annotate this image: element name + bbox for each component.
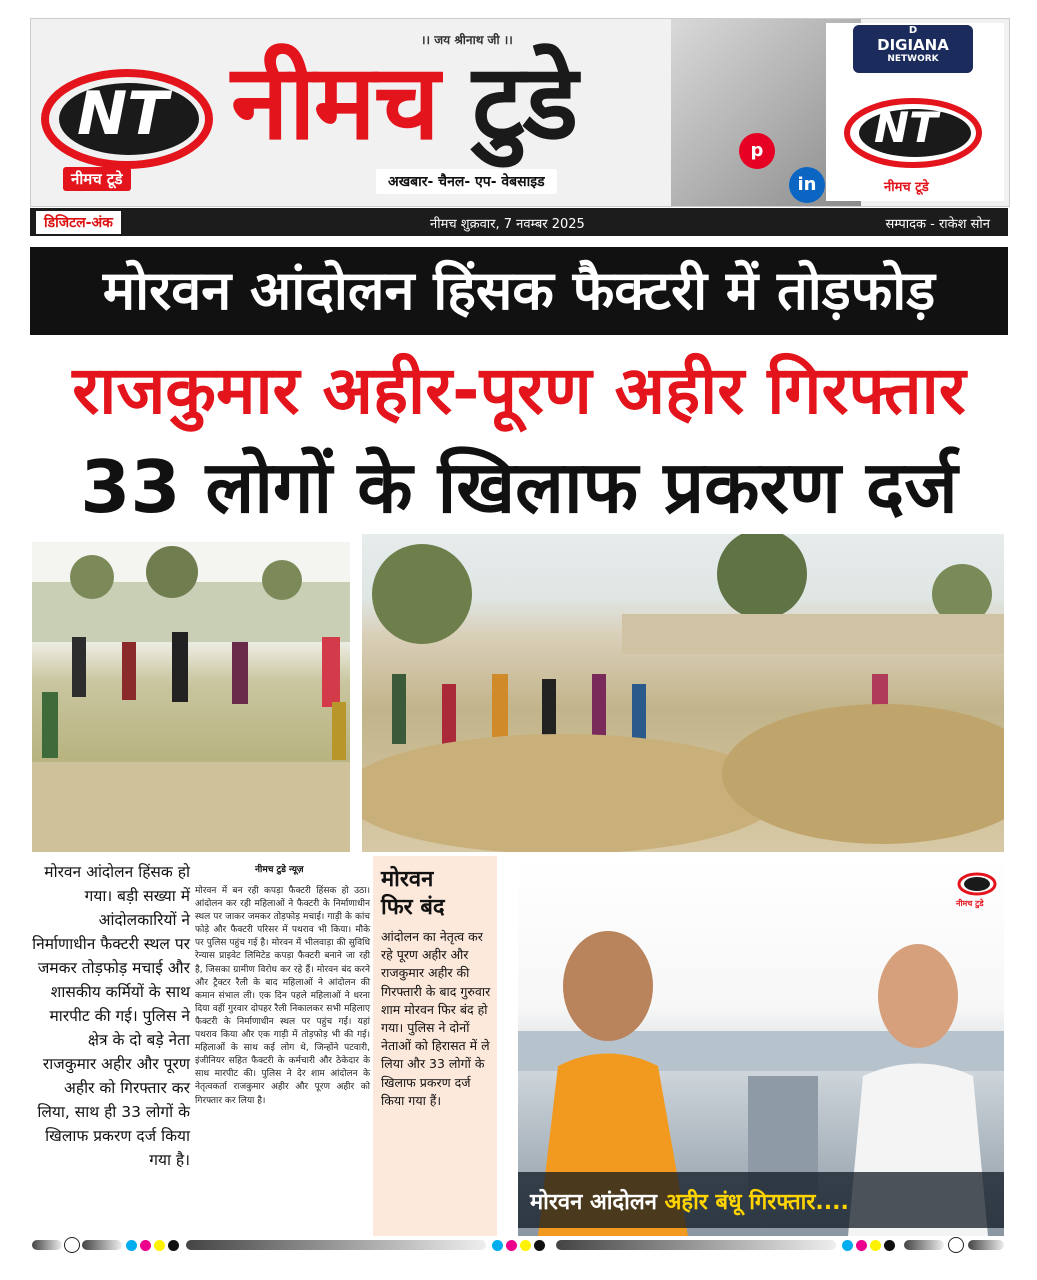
print-bar: [186, 1240, 486, 1250]
brand-logo-small: [956, 870, 998, 910]
logo-subtitle-small: नीमच टुडे: [956, 899, 984, 908]
magenta-dot: [856, 1240, 867, 1251]
blessing-text: ।। जय श्रीनाथ जी ।।: [421, 33, 513, 47]
side-box-title: [381, 866, 445, 922]
protest-photo-left: [32, 542, 350, 852]
photo-caption-part1: मोरवन आंदोलन: [530, 1190, 665, 1215]
print-bar: [556, 1240, 836, 1250]
yellow-dot: [870, 1240, 881, 1251]
side-news-box: [373, 856, 497, 1236]
tagline: अखबार- चैनल- एप- वेबसाइड: [376, 169, 557, 194]
photo-caption-bar: [518, 1172, 1004, 1228]
black-dot: [168, 1240, 179, 1251]
yellow-dot: [154, 1240, 165, 1251]
cyan-dot: [492, 1240, 503, 1251]
photo-caption: [530, 1186, 849, 1216]
info-bar: [30, 208, 1008, 236]
registration-mark-icon: [948, 1237, 964, 1253]
editor-credit: सम्पादक - राकेश सोन: [885, 217, 990, 232]
article-body-column: मोरवन में बन रही कपड़ा फैक्टरी हिंसक हो उठा। आंदोलन कर रही महिलाओं ने फैक्टरी के निर्माणाधीन स्थल पर जाकर जमकर तोड़फोड़ मचाई। गाड़ी के कांच फोड़े और फैक्टरी परिसर में पथराव भी किया। मौके पर पुलिस पहुंच गई है। मोरवन में भीलवाड़ा की सुविधि रेन्यास प्राइवेट लिमिटेड कपड़ा फैक्टरी बनाने जा रही है, जिसका ग्रामीण विरोध कर रहे हैं। मोरवन बंद करने और ट्रैक्टर रैली के बाद महिलाओं ने आंदोलन की कमान संभाल ली। एक दिन पहले महिलाओं ने धरना दिया वहीं गुरवार दोपहर रैली निकालकर सभी महिलाए फैक्टरी के निर्माणाधीन स्थल पर पहुंच गई। यहां पथराव किया और एक गाड़ी में तोड़फोड़ भी की गई। महिलाओं के साथ कई लोग थे, जिन्होंने पटवारी, इंजीनियर सहित फैक्टरी के कर्मचारी और ठेकेदार के साथ मारपीट की। पुलिस ने देर शाम आंदोलन के नेतृत्वकर्ता राजकुमार अहीर और पूरण अहीर को गिरफ्तार कर लिया है।: [195, 886, 370, 1106]
network-prefix: D: [908, 25, 918, 36]
network-sub: NETWORK: [887, 54, 939, 64]
brand-logo-right: [826, 23, 1004, 201]
headline-secondary: राजकुमार अहीर-पूरण अहीर गिरफ्तार: [72, 352, 966, 429]
side-box-title-line1: मोरवन: [381, 867, 434, 892]
newspaper-title: [231, 41, 577, 163]
brand-logo-left: [37, 57, 217, 197]
edition-label: डिजिटल-अंक: [36, 211, 121, 234]
logo-subtitle: नीमच टूडे: [63, 167, 131, 191]
cyan-dot: [842, 1240, 853, 1251]
yellow-dot: [520, 1240, 531, 1251]
logo-swoosh-icon: [956, 870, 998, 898]
print-bar: [968, 1240, 1004, 1250]
leaders-photo: [518, 856, 1004, 1236]
linkedin-icon: in: [789, 167, 825, 203]
black-dot: [534, 1240, 545, 1251]
side-box-title-line2: फिर बंद: [381, 895, 445, 920]
magenta-dot: [140, 1240, 151, 1251]
article-byline: नीमच टुडे न्यूज़: [255, 865, 304, 875]
headline-tertiary: 33 लोगों के खिलाफ प्रकरण दर्ज: [80, 445, 958, 529]
logo-letters: NT: [874, 103, 938, 152]
magenta-dot: [506, 1240, 517, 1251]
headline-primary: मोरवन आंदोलन हिंसक फैक्टरी में तोड़फोड़: [30, 247, 1008, 335]
pinterest-icon: p: [739, 133, 775, 169]
protest-photo-right: [362, 534, 1004, 852]
article-lead-column: मोरवन आंदोलन हिंसक हो गया। बड़ी सख्या में आंदोलकारियों ने निर्माणाधीन फैक्टरी स्थल पर जमकर तोड़फोड़ मचाई और शासकीय कर्मियों के साथ मारपीट की गई। पुलिस ने क्षेत्र के दो बड़े नेता राजकुमार अहीर और पूरण अहीर को गिरफ्तार कर लिया, साथ ही 33 लोगों के खिलाफ प्रकरण दर्ज किया गया है।: [32, 863, 190, 1169]
print-bar: [82, 1240, 122, 1250]
photo-caption-part2: अहीर बंधू गिरफ्तार....: [664, 1190, 849, 1215]
network-badge: [853, 25, 973, 73]
newspaper-title-part1: नीमच: [231, 41, 473, 163]
network-name: DIGIANA: [877, 36, 949, 54]
black-dot: [884, 1240, 895, 1251]
side-box-body: आंदोलन का नेतृत्व कर रहे पूरण अहीर और राजकुमार अहीर की गिरफ्तारी के बाद गुरुवार शाम मोरवन फिर बंद हो गया। पुलिस ने दोनों नेताओं को हिरासत में ले लिया और 33 लोगों के खिलाफ प्रकरण दर्ज किया गया हैं।: [381, 929, 491, 1108]
newspaper-title-part2: टुडे: [472, 41, 577, 163]
masthead: [30, 18, 1010, 207]
print-bar: [32, 1240, 62, 1250]
factory-site-illustration: [362, 534, 1004, 852]
protest-scene-illustration: [32, 542, 350, 852]
print-bar: [904, 1240, 944, 1250]
logo-subtitle: नीमच टूडे: [884, 180, 929, 195]
dateline: नीमच शुक्रवार, 7 नवम्बर 2025: [430, 217, 585, 232]
registration-mark-icon: [64, 1237, 80, 1253]
cyan-dot: [126, 1240, 137, 1251]
logo-letters: NT: [77, 79, 169, 149]
